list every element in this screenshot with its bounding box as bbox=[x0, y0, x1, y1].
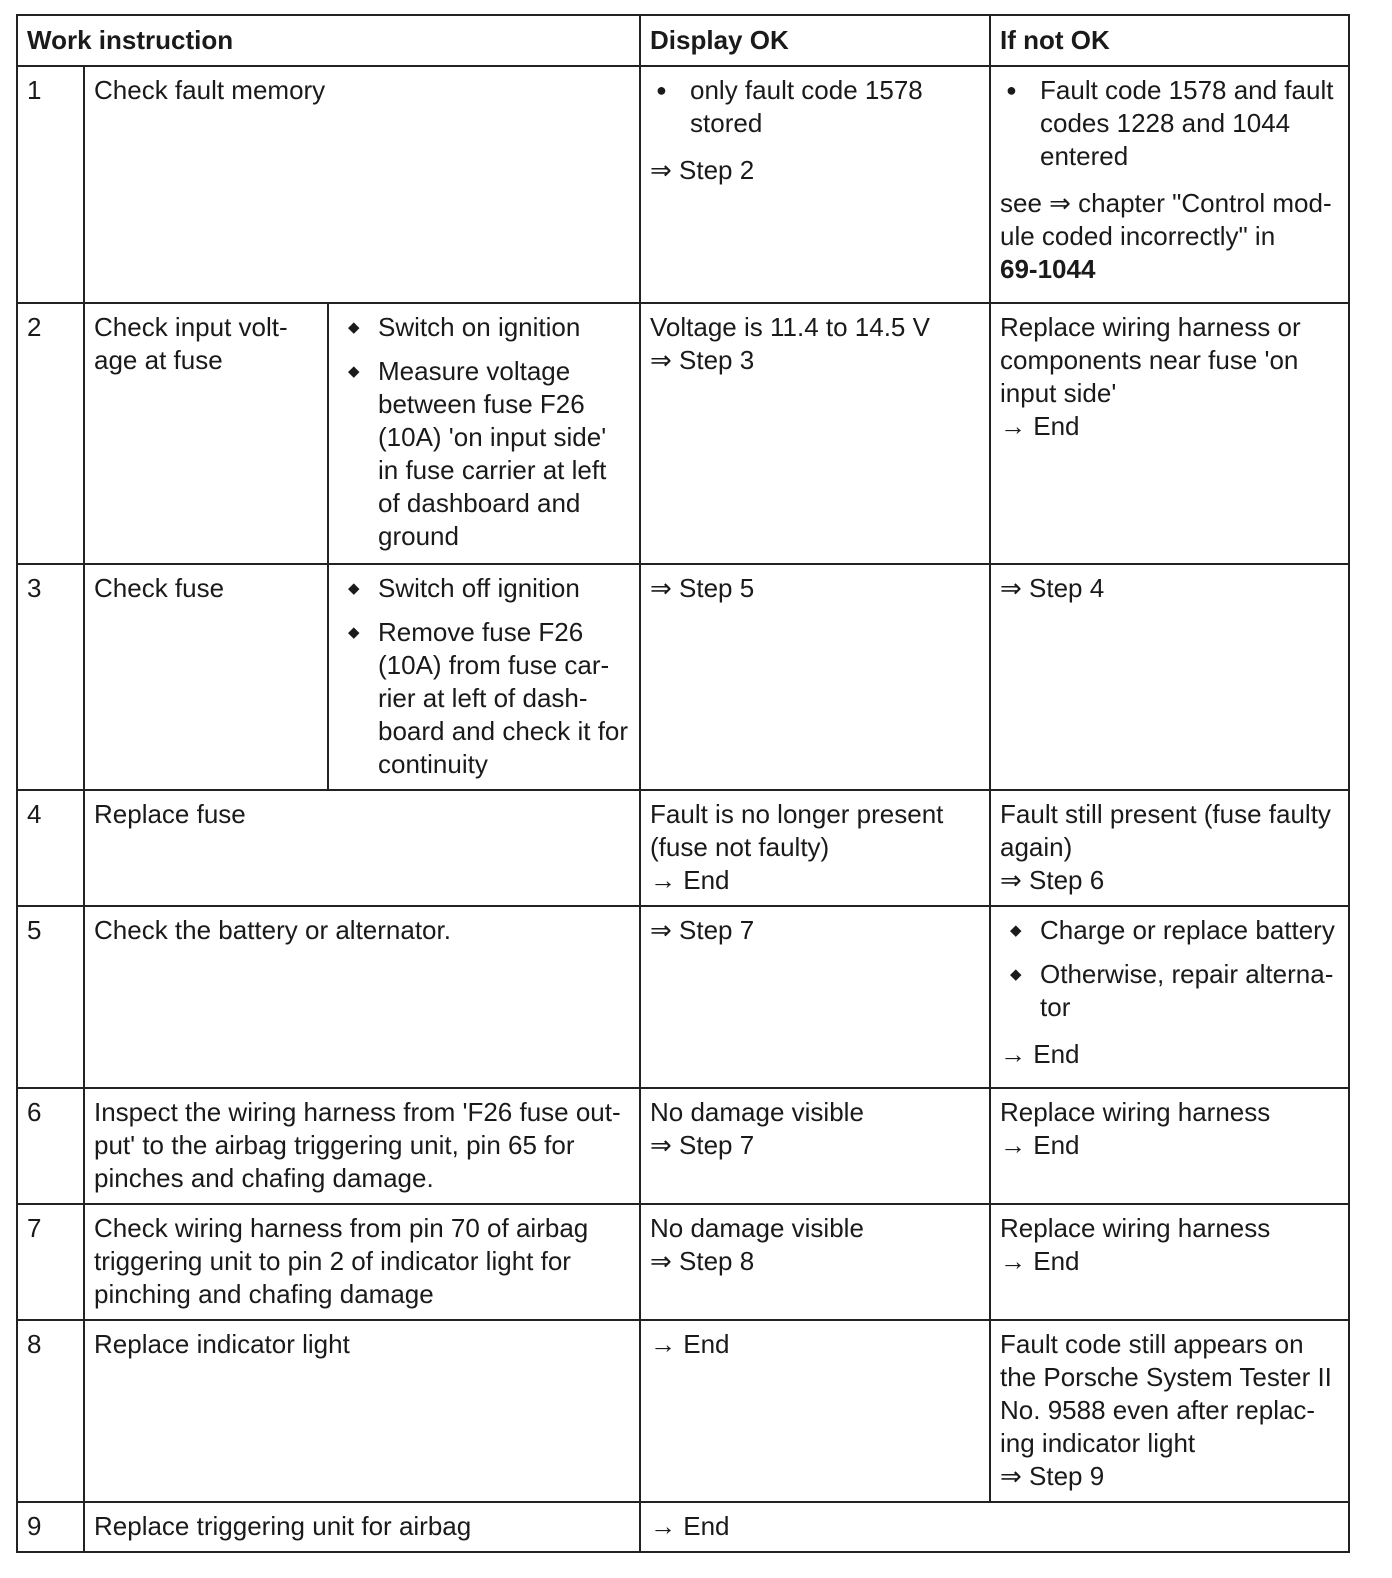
display-ok-bullets bbox=[650, 74, 980, 140]
not-ok-text: Replace wiring harness bbox=[1000, 1213, 1271, 1243]
not-ok-bullets bbox=[1000, 74, 1339, 173]
display-ok-next: ⇒ Step 7 bbox=[650, 1130, 755, 1160]
if-not-ok-cell: ⇒ Step 4 bbox=[990, 564, 1349, 790]
instruction-cell: Check the battery or alternator. bbox=[84, 906, 640, 1088]
if-not-ok-cell bbox=[990, 1320, 1349, 1502]
step-number: 8 bbox=[17, 1320, 84, 1502]
instruction-cell: Check fuse bbox=[84, 564, 328, 790]
procedure-step: ◆ Switch on ignition bbox=[338, 311, 630, 344]
chapter-reference: 69-1044 bbox=[1000, 254, 1096, 284]
table-row bbox=[17, 906, 1349, 1088]
table-row bbox=[17, 1320, 1349, 1502]
bullet-item: ● only fault code 1578 stored bbox=[650, 74, 980, 140]
instruction-cell: Inspect the wiring harness from 'F26 fuse out-put' to the airbag triggering unit, pin 65 for pinches and chafing damage. bbox=[84, 1088, 640, 1204]
step-number: 4 bbox=[17, 790, 84, 906]
procedure-step: ◆ Switch off ignition bbox=[338, 572, 630, 605]
display-ok-cell bbox=[640, 1204, 990, 1320]
display-ok-cell bbox=[640, 303, 990, 564]
table-row bbox=[17, 303, 1349, 564]
display-ok-cell: ⇒ Step 7 bbox=[640, 906, 990, 1088]
if-not-ok-cell bbox=[990, 1204, 1349, 1320]
display-ok-text: Fault is no longer present (fuse not faulty) bbox=[650, 799, 944, 862]
table-row bbox=[17, 1502, 1349, 1552]
not-ok-text: Replace wiring harness bbox=[1000, 1097, 1271, 1127]
procedure-step: ◆ Remove fuse F26 (10A) from fuse car-rier at left of dash-board and check it for continuity bbox=[338, 616, 630, 781]
procedure-steps bbox=[338, 572, 630, 781]
display-ok-cell bbox=[640, 66, 990, 303]
instruction-cell: Check input volt-age at fuse bbox=[84, 303, 328, 564]
procedure-cell bbox=[328, 564, 640, 790]
display-ok-cell: → End bbox=[640, 1320, 990, 1502]
table-row bbox=[17, 790, 1349, 906]
display-ok-cell: ⇒ Step 5 bbox=[640, 564, 990, 790]
display-ok-text: No damage visible bbox=[650, 1097, 864, 1127]
table-row bbox=[17, 1088, 1349, 1204]
bullet-item: ◆ Otherwise, repair alterna-tor bbox=[1000, 958, 1339, 1024]
step-number: 9 bbox=[17, 1502, 84, 1552]
not-ok-text: Fault code still appears on the Porsche System Tester II No. 9588 even after replac-ing indicator light bbox=[1000, 1329, 1332, 1458]
step-number: 7 bbox=[17, 1204, 84, 1320]
not-ok-next: → End bbox=[1000, 1130, 1080, 1160]
display-ok-cell: → End bbox=[640, 1502, 1349, 1552]
procedure-steps bbox=[338, 311, 630, 553]
instruction-cell: Replace indicator light bbox=[84, 1320, 640, 1502]
header-if-not-ok: If not OK bbox=[990, 15, 1349, 66]
table-row bbox=[17, 1204, 1349, 1320]
not-ok-note: see ⇒ chapter "Control mod-ule coded incorrectly" in bbox=[1000, 188, 1332, 251]
display-ok-cell bbox=[640, 790, 990, 906]
not-ok-next: → End bbox=[1000, 1246, 1080, 1276]
step-number: 2 bbox=[17, 303, 84, 564]
header-work-instruction: Work instruction bbox=[17, 15, 640, 66]
table-row bbox=[17, 564, 1349, 790]
display-ok-next: ⇒ Step 2 bbox=[650, 155, 755, 185]
bullet-item: ◆ Charge or replace battery bbox=[1000, 914, 1339, 947]
procedure-step: ◆ Measure voltage between fuse F26 (10A) 'on input side' in fuse carrier at left of dashboard and ground bbox=[338, 355, 630, 553]
header-display-ok: Display OK bbox=[640, 15, 990, 66]
display-ok-cell bbox=[640, 1088, 990, 1204]
bullet-item: ● Fault code 1578 and fault codes 1228 and 1044 entered bbox=[1000, 74, 1339, 173]
not-ok-next: ⇒ Step 6 bbox=[1000, 865, 1105, 895]
if-not-ok-cell bbox=[990, 66, 1349, 303]
not-ok-text: Replace wiring harness or components near fuse 'on input side' bbox=[1000, 312, 1301, 408]
not-ok-next: → End bbox=[1000, 1039, 1080, 1069]
if-not-ok-cell bbox=[990, 1088, 1349, 1204]
step-number: 6 bbox=[17, 1088, 84, 1204]
procedure-cell bbox=[328, 303, 640, 564]
table-row bbox=[17, 66, 1349, 303]
if-not-ok-cell bbox=[990, 790, 1349, 906]
if-not-ok-cell bbox=[990, 303, 1349, 564]
if-not-ok-cell bbox=[990, 906, 1349, 1088]
step-number: 3 bbox=[17, 564, 84, 790]
display-ok-next: ⇒ Step 8 bbox=[650, 1246, 755, 1276]
step-number: 5 bbox=[17, 906, 84, 1088]
work-instruction-table bbox=[16, 14, 1350, 1553]
display-ok-next: ⇒ Step 3 bbox=[650, 345, 755, 375]
instruction-cell: Replace fuse bbox=[84, 790, 640, 906]
not-ok-next: ⇒ Step 9 bbox=[1000, 1461, 1105, 1491]
display-ok-text: No damage visible bbox=[650, 1213, 864, 1243]
not-ok-next: → End bbox=[1000, 411, 1080, 441]
not-ok-bullets bbox=[1000, 914, 1339, 1024]
display-ok-text: Voltage is 11.4 to 14.5 V bbox=[650, 312, 930, 342]
instruction-cell: Check fault memory bbox=[84, 66, 640, 303]
instruction-cell: Check wiring harness from pin 70 of airbag triggering unit to pin 2 of indicator light for pinching and chafing damage bbox=[84, 1204, 640, 1320]
not-ok-text: Fault still present (fuse faulty again) bbox=[1000, 799, 1331, 862]
instruction-cell: Replace triggering unit for airbag bbox=[84, 1502, 640, 1552]
table-header-row bbox=[17, 15, 1349, 66]
display-ok-next: → End bbox=[650, 865, 730, 895]
step-number: 1 bbox=[17, 66, 84, 303]
